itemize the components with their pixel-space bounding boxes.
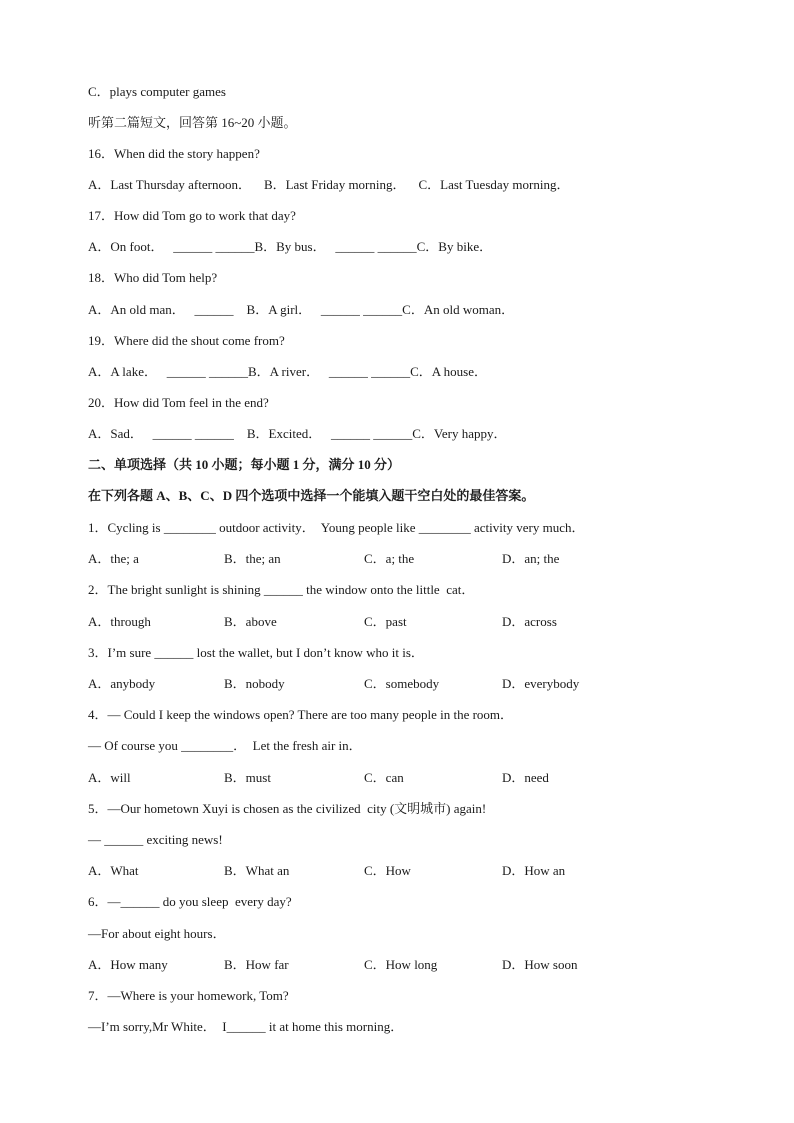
option-c: C．past: [364, 614, 407, 629]
option-c: C．a; the: [364, 551, 415, 566]
option-c: C．somebody: [364, 676, 440, 691]
option-d: D．an; the: [502, 551, 560, 566]
section-intro: 听第二篇短文，回答第 16~20 小题。: [88, 115, 297, 130]
option-b: B．nobody: [224, 676, 285, 691]
question-stem: 7．—Where is your homework, Tom?: [88, 988, 289, 1003]
option-b: B．above: [224, 614, 277, 629]
section-heading: 二、单项选择（共 10 小题；每小题 1 分，满分 10 分）: [88, 457, 401, 472]
question-stem: 6．—______ do you sleep every day?: [88, 894, 292, 909]
option-c: C．How long: [364, 957, 438, 972]
question-stem-reply: —I’m sorry,Mr White． I______ it at home this morning．: [88, 1019, 404, 1034]
question-stem: 2．The bright sunlight is shining ______ the window onto the little cat．: [88, 582, 475, 597]
question-stem: 19．Where did the shout come from?: [88, 333, 285, 348]
option-c: C．How: [364, 863, 411, 878]
question-stem: 5．—Our hometown Xuyi is chosen as the civilized city (文明城市) again!: [88, 801, 487, 816]
option-a: A．will: [88, 770, 131, 785]
option-d: D．everybody: [502, 676, 580, 691]
question-options: A．An old man． ______ B．A girl． ______ ______C．An old woman．: [88, 302, 515, 317]
question-stem-reply: —For about eight hours．: [88, 926, 226, 941]
question-options: A．On foot． ______ ______B．By bus． ______ ______C．By bike．: [88, 239, 493, 254]
option-d: D．need: [502, 770, 549, 785]
option-a: A．What: [88, 863, 139, 878]
question-stem: 17．How did Tom go to work that day?: [88, 208, 296, 223]
question-stem: 4．— Could I keep the windows open? There are too many people in the room．: [88, 707, 514, 722]
option-a: A．through: [88, 614, 151, 629]
question-stem-reply: — Of course you ________． Let the fresh air in．: [88, 738, 362, 753]
question-options: A．A lake． ______ ______B．A river． ______ ______C．A house．: [88, 364, 488, 379]
option-b: B．the; an: [224, 551, 281, 566]
section-instruction: 在下列各题 A、B、C、D 四个选项中选择一个能填入题干空白处的最佳答案。: [88, 488, 535, 503]
question-stem: 20．How did Tom feel in the end?: [88, 395, 269, 410]
option-b: B．How far: [224, 957, 289, 972]
option-d: D．How soon: [502, 957, 578, 972]
option-a: A．How many: [88, 957, 168, 972]
option-d: D．across: [502, 614, 557, 629]
question-options: A．Last Thursday afternoon． B．Last Friday morning． C．Last Tuesday morning．: [88, 177, 570, 192]
option-d: D．How an: [502, 863, 566, 878]
option-a: A．anybody: [88, 676, 156, 691]
option-a: A．the; a: [88, 551, 139, 566]
question-options: A．Sad． ______ ______ B．Excited． ______ ______C．Very happy．: [88, 426, 507, 441]
question-stem: 1．Cycling is ________ outdoor activity． Young people like ________ activity very much．: [88, 520, 585, 535]
prev-option-c: C．plays computer games: [88, 84, 226, 99]
option-b: B．must: [224, 770, 271, 785]
question-stem-reply: — ______ exciting news!: [88, 832, 223, 847]
question-stem: 18．Who did Tom help?: [88, 270, 218, 285]
option-b: B．What an: [224, 863, 290, 878]
question-stem: 16．When did the story happen?: [88, 146, 260, 161]
option-c: C．can: [364, 770, 404, 785]
question-stem: 3．I’m sure ______ lost the wallet, but I don’t know who it is．: [88, 645, 424, 660]
